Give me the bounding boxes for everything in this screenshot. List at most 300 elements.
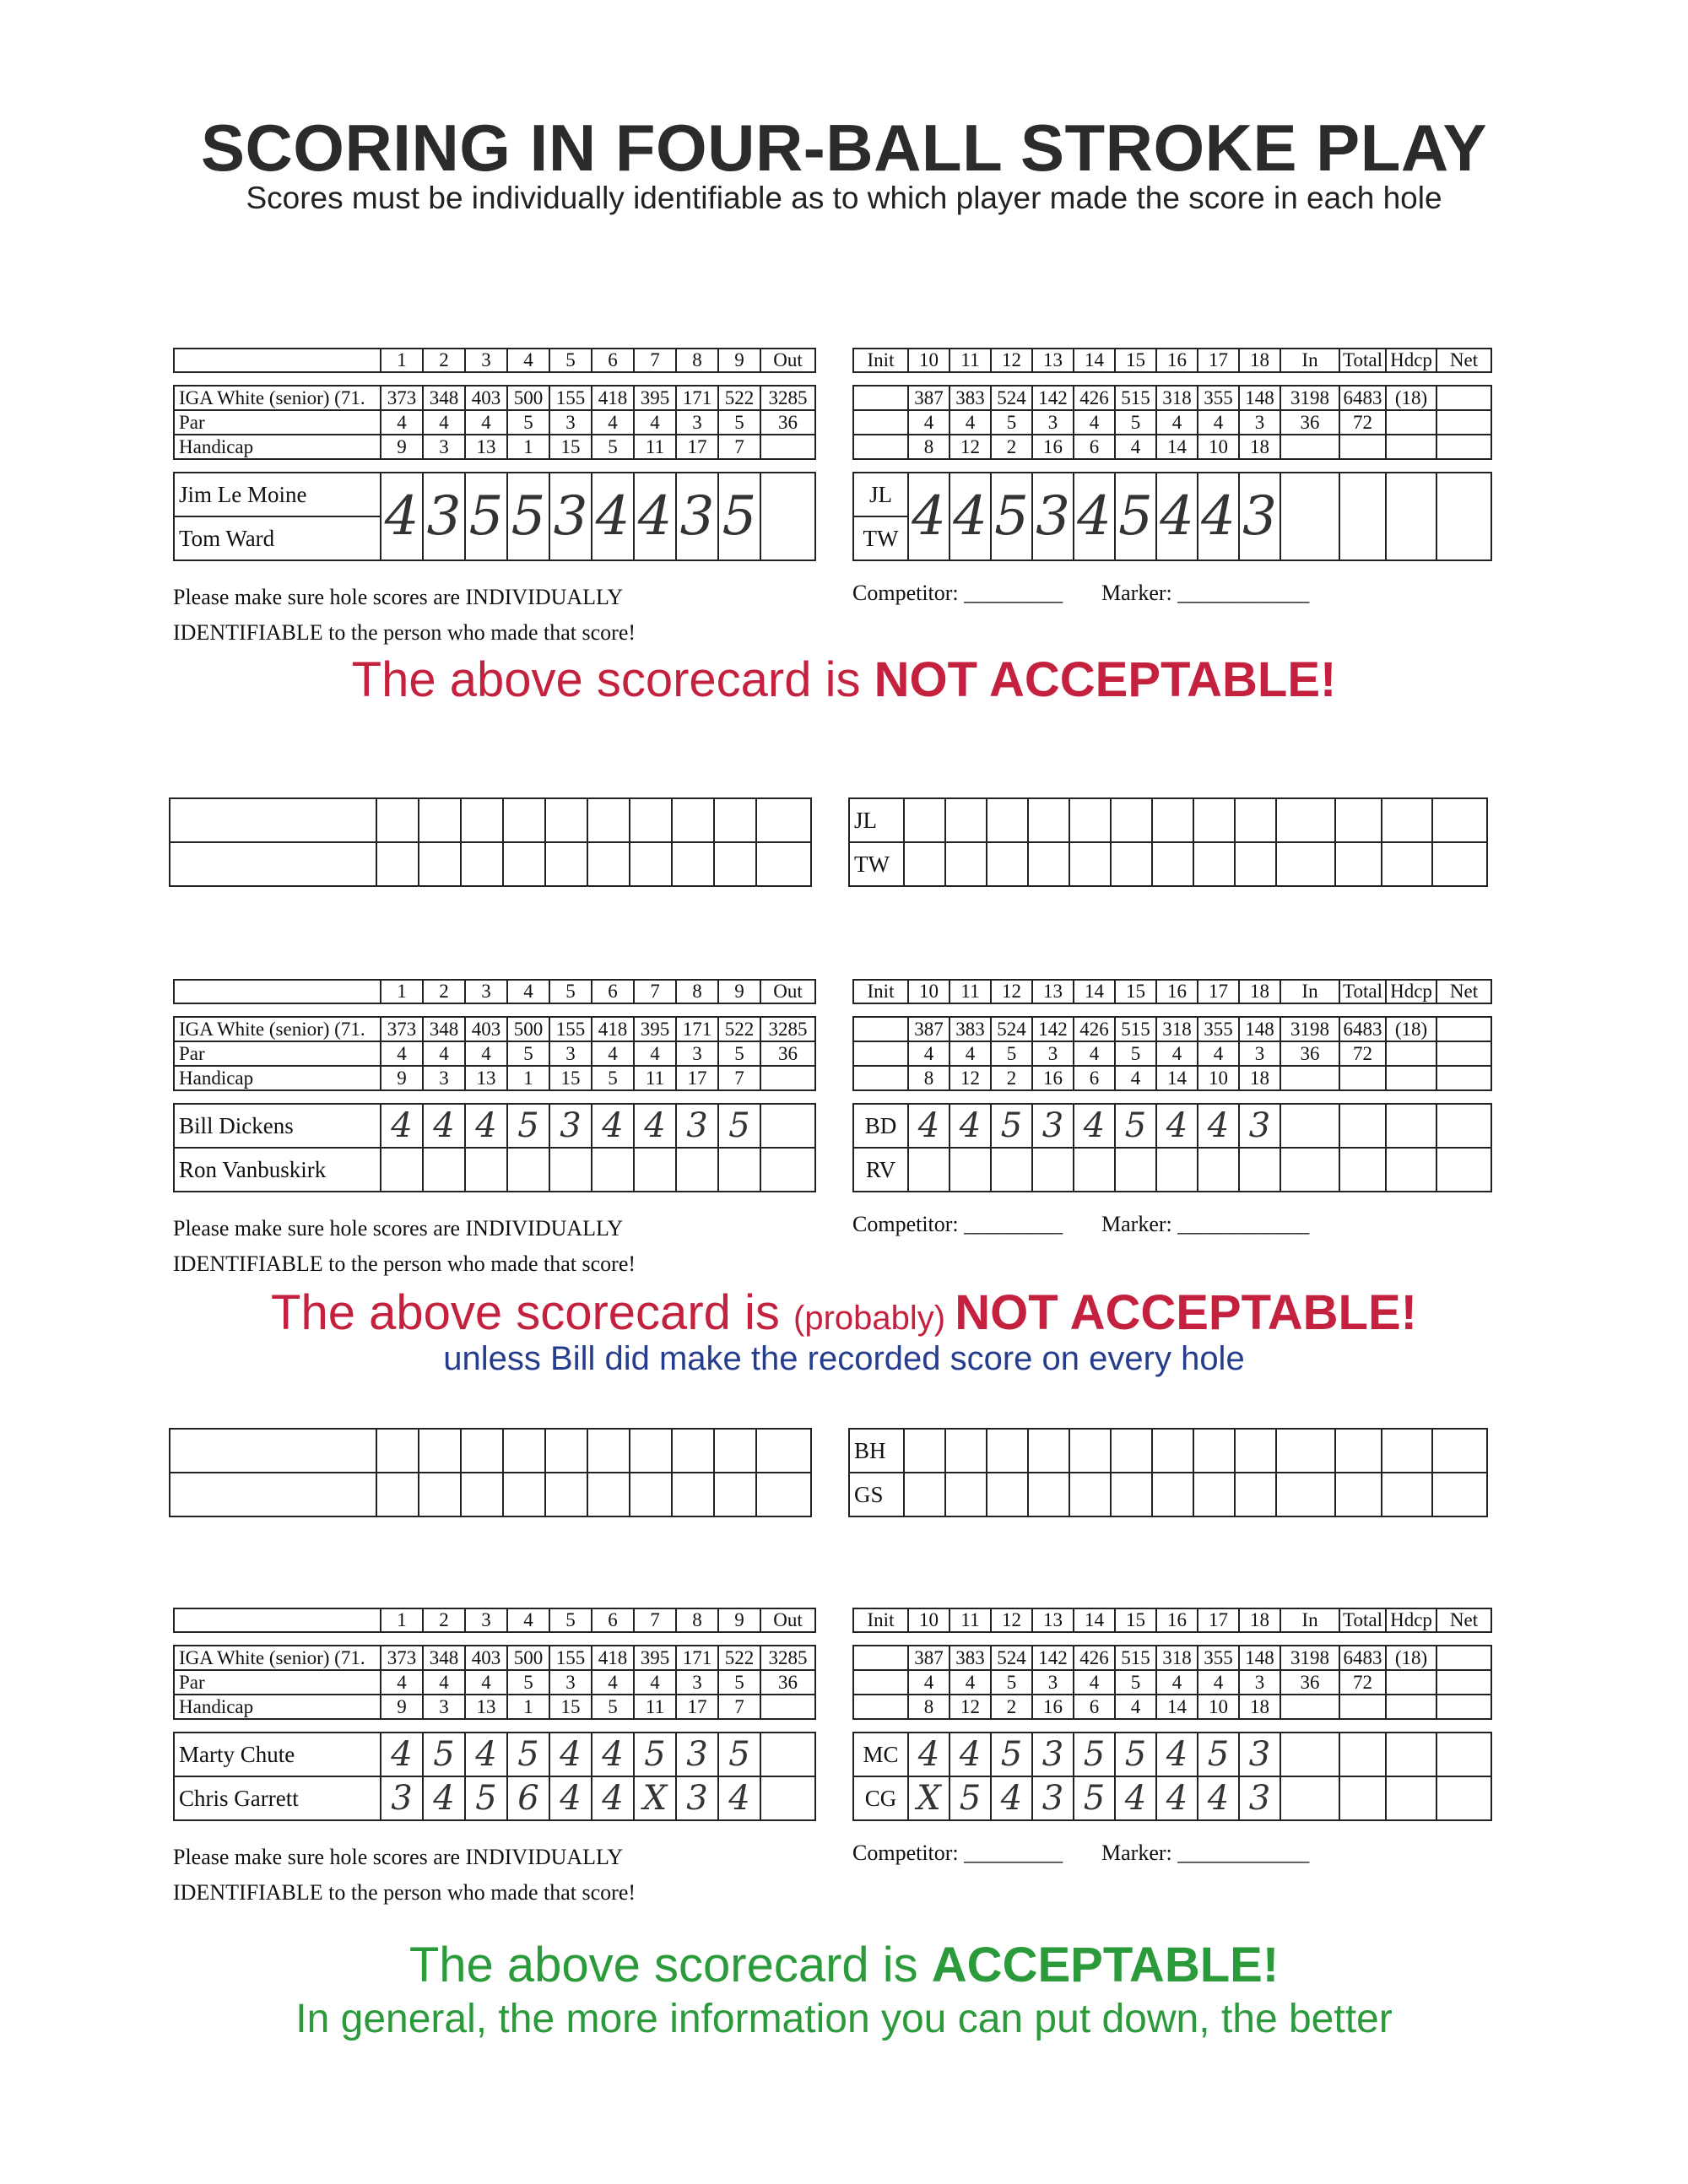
hole-score-input[interactable]: 4 [718,1776,760,1820]
score-input[interactable] [419,798,461,842]
course-cell: 6 [1074,1695,1115,1719]
hole-score-input[interactable]: 4 [423,1104,465,1148]
hole-score-input[interactable]: 4 [592,1733,634,1776]
scorecard-front-nine [173,348,815,561]
course-cell [1386,1695,1436,1719]
hole-score-input[interactable]: 5 [423,1733,465,1776]
score-input[interactable] [376,1429,419,1473]
score-input[interactable] [419,842,461,886]
out-total-input[interactable] [760,1776,815,1820]
course-cell: 4 [381,1041,423,1066]
page-title: SCORING IN FOUR-BALL STROKE PLAY [200,111,1488,185]
course-cell: 5 [718,410,760,435]
total-input[interactable] [1339,473,1386,560]
hole-score-input[interactable] [507,1148,549,1192]
score-input[interactable] [714,842,756,886]
hole-score-input[interactable]: 4 [634,473,676,560]
marker-signature[interactable]: Marker: ____________ [1101,1212,1310,1236]
hole-score-input[interactable]: 5 [507,1104,549,1148]
blank-row [849,1429,1487,1473]
in-total-input[interactable] [1280,473,1339,560]
hole-score-input[interactable]: 4 [465,1104,507,1148]
hole-score-input[interactable]: 4 [908,1733,950,1776]
blank-scorecard-front [169,797,812,887]
score-input[interactable] [1152,798,1193,842]
course-cell: 403 [465,386,507,410]
name-input[interactable] [170,1473,376,1516]
score-input[interactable] [987,1473,1028,1516]
course-row [853,1695,1491,1719]
hole-score-input[interactable]: X [908,1776,950,1820]
score-input[interactable] [1069,1429,1111,1473]
row-label: Handicap [174,1066,381,1090]
score-input[interactable] [1432,1429,1487,1473]
hole-score-input[interactable]: 4 [381,1104,423,1148]
header-cell: 8 [676,1608,718,1632]
score-input[interactable] [672,1473,714,1516]
header-row [853,349,1491,372]
score-input[interactable] [630,1473,672,1516]
score-input[interactable] [756,842,811,886]
score-input[interactable] [672,798,714,842]
gap [174,1719,815,1733]
name-input[interactable] [170,1429,376,1473]
hole-score-input[interactable]: 4 [634,1104,676,1148]
hole-score-input[interactable] [592,1148,634,1192]
score-input[interactable] [1028,798,1069,842]
total-input[interactable] [1339,1733,1386,1776]
score-input[interactable] [419,1429,461,1473]
hole-score-input[interactable]: 4 [1198,1776,1239,1820]
header-cell: 15 [1115,980,1156,1003]
in-total-input[interactable] [1280,1776,1339,1820]
course-cell: 1 [507,1066,549,1090]
spacer [853,372,1491,386]
hole-score-input[interactable] [1074,1148,1115,1192]
score-input[interactable] [714,1429,756,1473]
score-input[interactable] [587,1429,630,1473]
header-cell: 9 [718,1608,760,1632]
hole-score-input[interactable]: 5 [465,1776,507,1820]
score-input[interactable] [1235,1429,1276,1473]
hole-score-input[interactable]: 3 [1239,1104,1280,1148]
marker-signature[interactable]: Marker: ____________ [1101,1841,1310,1865]
hole-score-input[interactable]: 5 [507,473,549,560]
course-cell: 383 [950,386,991,410]
score-input[interactable] [419,1473,461,1516]
player-initials: GS [849,1473,904,1516]
hole-score-input[interactable]: 4 [991,1776,1032,1820]
course-row [853,1670,1491,1695]
score-input[interactable] [630,1429,672,1473]
course-cell: 348 [423,1646,465,1670]
score-input[interactable] [376,798,419,842]
score-input[interactable] [987,798,1028,842]
hdcp-input[interactable] [1386,1776,1436,1820]
hole-score-input[interactable]: 3 [381,1776,423,1820]
hole-score-input[interactable]: 4 [1156,1733,1198,1776]
hole-score-input[interactable]: 4 [1156,1776,1198,1820]
player-row [853,1776,1491,1820]
score-input[interactable] [461,1429,503,1473]
score-input[interactable] [672,842,714,886]
score-input[interactable] [545,1429,587,1473]
course-cell: 524 [991,1017,1032,1041]
note-line-2: IDENTIFIABLE to the person who made that score! [173,1880,636,1905]
score-input[interactable] [1276,798,1335,842]
course-cell: 171 [676,1017,718,1041]
score-input[interactable] [1335,1429,1382,1473]
hole-score-input[interactable] [1239,1148,1280,1192]
header-row [174,980,815,1003]
hole-score-input[interactable]: 3 [676,1776,718,1820]
course-cell: 318 [1156,386,1198,410]
score-input[interactable] [1382,842,1432,886]
total-input[interactable] [1339,1104,1386,1148]
hole-score-input[interactable]: 5 [718,1104,760,1148]
score-input[interactable] [1382,1473,1432,1516]
score-input[interactable] [461,798,503,842]
course-cell [1436,1695,1491,1719]
hole-score-input[interactable]: 5 [991,473,1032,560]
hole-score-input[interactable] [465,1148,507,1192]
hole-score-input[interactable]: 4 [549,1733,592,1776]
total-input[interactable] [1339,1148,1386,1192]
hole-score-input[interactable]: 5 [991,1104,1032,1148]
course-cell: 3 [549,1041,592,1066]
out-total-input[interactable] [760,1148,815,1192]
score-input[interactable] [945,798,987,842]
hdcp-input[interactable] [1386,1104,1436,1148]
hole-score-input[interactable] [549,1148,592,1192]
course-cell: 4 [1156,1041,1198,1066]
score-input[interactable] [1193,842,1235,886]
hole-score-input[interactable] [423,1148,465,1192]
hole-score-input[interactable]: 5 [465,473,507,560]
course-cell: 5 [991,1670,1032,1695]
hole-score-input[interactable]: 4 [592,1104,634,1148]
hole-score-input[interactable]: 5 [634,1733,676,1776]
hole-score-input[interactable]: 4 [549,1776,592,1820]
score-input[interactable] [1432,1473,1487,1516]
scorecard-front-nine [173,1608,815,1821]
score-input[interactable] [1193,798,1235,842]
course-cell: 36 [1280,1041,1339,1066]
score-input[interactable] [1152,1429,1193,1473]
competitor-signature[interactable]: Competitor: _________ [852,581,1063,605]
hole-score-input[interactable]: 5 [1115,1104,1156,1148]
hole-score-input[interactable] [676,1148,718,1192]
out-total-input[interactable] [760,473,815,560]
hole-score-input[interactable]: 4 [950,473,991,560]
course-cell: 4 [1074,410,1115,435]
hole-score-input[interactable]: 3 [423,473,465,560]
score-input[interactable] [461,1473,503,1516]
score-input[interactable] [1028,842,1069,886]
course-cell: 6483 [1339,1017,1386,1041]
score-input[interactable] [945,842,987,886]
course-cell: 6 [1074,435,1115,459]
hole-score-input[interactable] [1115,1148,1156,1192]
hole-score-input[interactable] [908,1148,950,1192]
hole-score-input[interactable]: 5 [1115,473,1156,560]
score-input[interactable] [945,1473,987,1516]
course-cell: 14 [1156,1066,1198,1090]
hole-score-input[interactable]: 4 [908,473,950,560]
score-input[interactable] [945,1429,987,1473]
score-input[interactable] [1111,1429,1152,1473]
course-cell: 4 [1156,410,1198,435]
course-cell: 15 [549,435,592,459]
course-row [853,1066,1491,1090]
score-input[interactable] [503,1429,545,1473]
competitor-signature[interactable]: Competitor: _________ [852,1841,1063,1865]
hole-score-input[interactable]: 4 [1198,1104,1239,1148]
course-cell: 10 [1198,1066,1239,1090]
in-total-input[interactable] [1280,1104,1339,1148]
hole-score-input[interactable]: 5 [1074,1776,1115,1820]
hole-score-input[interactable]: 5 [718,473,760,560]
hdcp-input[interactable] [1386,473,1436,560]
course-cell: 500 [507,386,549,410]
score-input[interactable] [1335,798,1382,842]
hole-score-input[interactable]: 4 [1156,473,1198,560]
course-cell: 9 [381,1066,423,1090]
score-input[interactable] [1276,1429,1335,1473]
player-row [174,473,815,516]
spacer [174,1090,815,1104]
score-input[interactable] [1069,1473,1111,1516]
score-input[interactable] [714,798,756,842]
name-input[interactable] [170,842,376,886]
score-input[interactable] [1152,1473,1193,1516]
score-input[interactable] [756,1429,811,1473]
hole-score-input[interactable]: 4 [1074,473,1115,560]
score-input[interactable] [1276,842,1335,886]
hole-score-input[interactable]: 6 [507,1776,549,1820]
note-line-1: Please make sure hole scores are INDIVIDUALLY [173,585,624,609]
out-total-input[interactable] [760,1733,815,1776]
score-input[interactable] [1276,1473,1335,1516]
spacer [174,372,815,386]
score-input[interactable] [1069,798,1111,842]
net-input[interactable] [1436,473,1491,560]
hole-score-input[interactable]: 4 [950,1733,991,1776]
gap [853,1719,1491,1733]
hole-score-input[interactable]: 5 [1198,1733,1239,1776]
hole-score-input[interactable]: 4 [592,473,634,560]
course-cell: 348 [423,386,465,410]
score-input[interactable] [1111,1473,1152,1516]
score-input[interactable] [1335,842,1382,886]
out-total-input[interactable] [760,1104,815,1148]
score-input[interactable] [1235,1473,1276,1516]
header-cell: 4 [507,349,549,372]
score-input[interactable] [1152,842,1193,886]
hole-score-input[interactable]: 4 [950,1104,991,1148]
hole-score-input[interactable]: 5 [1115,1733,1156,1776]
course-cell: 13 [465,1066,507,1090]
spacer [174,459,815,473]
hole-score-input[interactable]: 3 [1032,1104,1074,1148]
score-input[interactable] [672,1429,714,1473]
total-input[interactable] [1339,1776,1386,1820]
score-input[interactable] [756,798,811,842]
hole-score-input[interactable]: 4 [1074,1104,1115,1148]
score-input[interactable] [904,1429,945,1473]
hole-score-input[interactable] [1032,1148,1074,1192]
score-input[interactable] [376,1473,419,1516]
course-cell [853,386,908,410]
course-cell: 72 [1339,1670,1386,1695]
course-cell: 4 [1115,435,1156,459]
score-input[interactable] [461,842,503,886]
hole-score-input[interactable]: 3 [1032,1776,1074,1820]
header-cell: Total [1339,1608,1386,1632]
hole-score-input[interactable]: 3 [549,1104,592,1148]
score-input[interactable] [1111,842,1152,886]
hole-score-input[interactable]: 3 [1239,1776,1280,1820]
score-input[interactable] [756,1473,811,1516]
course-cell [1436,410,1491,435]
score-input[interactable] [1028,1429,1069,1473]
score-input[interactable] [1193,1429,1235,1473]
header-cell: In [1280,980,1339,1003]
score-input[interactable] [587,842,630,886]
hole-score-input[interactable]: 5 [718,1733,760,1776]
hole-score-input[interactable]: 5 [507,1733,549,1776]
course-row [174,1041,815,1066]
hole-score-input[interactable] [1198,1148,1239,1192]
hole-score-input[interactable]: 3 [1239,1733,1280,1776]
hole-score-input[interactable]: 4 [1198,473,1239,560]
course-cell: 373 [381,1017,423,1041]
score-input[interactable] [1235,798,1276,842]
scorecard-back-nine [852,348,1492,561]
score-input[interactable] [1335,1473,1382,1516]
score-input[interactable] [376,842,419,886]
score-input[interactable] [987,1429,1028,1473]
hole-score-input[interactable]: 4 [592,1776,634,1820]
course-cell: 7 [718,435,760,459]
score-input[interactable] [904,798,945,842]
hole-score-input[interactable]: 3 [1032,1733,1074,1776]
hdcp-input[interactable] [1386,1733,1436,1776]
score-input[interactable] [714,1473,756,1516]
net-input[interactable] [1436,1104,1491,1148]
score-input[interactable] [1382,1429,1432,1473]
score-input[interactable] [1432,798,1487,842]
hole-score-input[interactable]: 4 [908,1104,950,1148]
in-total-input[interactable] [1280,1148,1339,1192]
hole-score-input[interactable]: 3 [1239,473,1280,560]
score-input[interactable] [503,1473,545,1516]
header-cell: 7 [634,1608,676,1632]
score-input[interactable] [1069,842,1111,886]
hole-score-input[interactable] [718,1148,760,1192]
verdict-3 [0,1937,1688,1993]
score-input[interactable] [987,842,1028,886]
header-cell: 12 [991,1608,1032,1632]
hole-score-input[interactable]: 5 [991,1733,1032,1776]
hole-score-input[interactable]: 5 [1074,1733,1115,1776]
hole-score-input[interactable]: 3 [676,1104,718,1148]
hole-score-input[interactable]: 4 [1156,1104,1198,1148]
score-input[interactable] [1193,1473,1235,1516]
score-input[interactable] [1382,798,1432,842]
spacer [853,1090,1491,1104]
course-cell: 72 [1339,410,1386,435]
hole-score-input[interactable] [1156,1148,1198,1192]
score-input[interactable] [1111,798,1152,842]
course-cell: 5 [991,1041,1032,1066]
score-input[interactable] [1028,1473,1069,1516]
score-input[interactable] [545,842,587,886]
course-row [174,1695,815,1719]
marker-signature[interactable]: Marker: ____________ [1101,581,1310,605]
score-input[interactable] [545,1473,587,1516]
hole-score-input[interactable] [381,1148,423,1192]
hole-score-input[interactable]: 3 [676,473,718,560]
in-total-input[interactable] [1280,1733,1339,1776]
course-cell: 522 [718,386,760,410]
score-input[interactable] [1235,842,1276,886]
hole-score-input[interactable]: 4 [381,473,423,560]
score-input[interactable] [630,842,672,886]
hole-score-input[interactable]: 4 [1115,1776,1156,1820]
header-cell: 8 [676,349,718,372]
hole-score-input[interactable]: 3 [549,473,592,560]
score-input[interactable] [1432,842,1487,886]
course-cell: 3198 [1280,1646,1339,1670]
competitor-signature[interactable]: Competitor: _________ [852,1212,1063,1236]
course-cell [853,1646,908,1670]
score-input[interactable] [587,1473,630,1516]
header-row [174,1608,815,1632]
header-cell: Hdcp [1386,1608,1436,1632]
score-input[interactable] [503,842,545,886]
course-cell: 5 [592,435,634,459]
name-input[interactable] [170,798,376,842]
hole-score-input[interactable]: 5 [950,1776,991,1820]
score-input[interactable] [587,798,630,842]
hole-score-input[interactable] [634,1148,676,1192]
hole-score-input[interactable]: 4 [465,1733,507,1776]
hole-score-input[interactable]: 4 [423,1776,465,1820]
hole-score-input[interactable]: 3 [676,1733,718,1776]
course-cell: 3 [1239,1670,1280,1695]
score-input[interactable] [503,798,545,842]
net-input[interactable] [1436,1148,1491,1192]
hole-score-input[interactable]: X [634,1776,676,1820]
header-cell: 5 [549,980,592,1003]
hole-score-input[interactable] [991,1148,1032,1192]
hole-score-input[interactable]: 3 [1032,473,1074,560]
net-input[interactable] [1436,1776,1491,1820]
hole-score-input[interactable] [950,1148,991,1192]
score-input[interactable] [904,1473,945,1516]
hdcp-input[interactable] [1386,1148,1436,1192]
header-cell: 13 [1032,980,1074,1003]
hole-score-input[interactable]: 4 [381,1733,423,1776]
score-input[interactable] [630,798,672,842]
score-input[interactable] [545,798,587,842]
course-row [853,386,1491,410]
course-cell: 10 [1198,1695,1239,1719]
score-input[interactable] [904,842,945,886]
scorecard-front-nine [173,979,815,1192]
net-input[interactable] [1436,1733,1491,1776]
